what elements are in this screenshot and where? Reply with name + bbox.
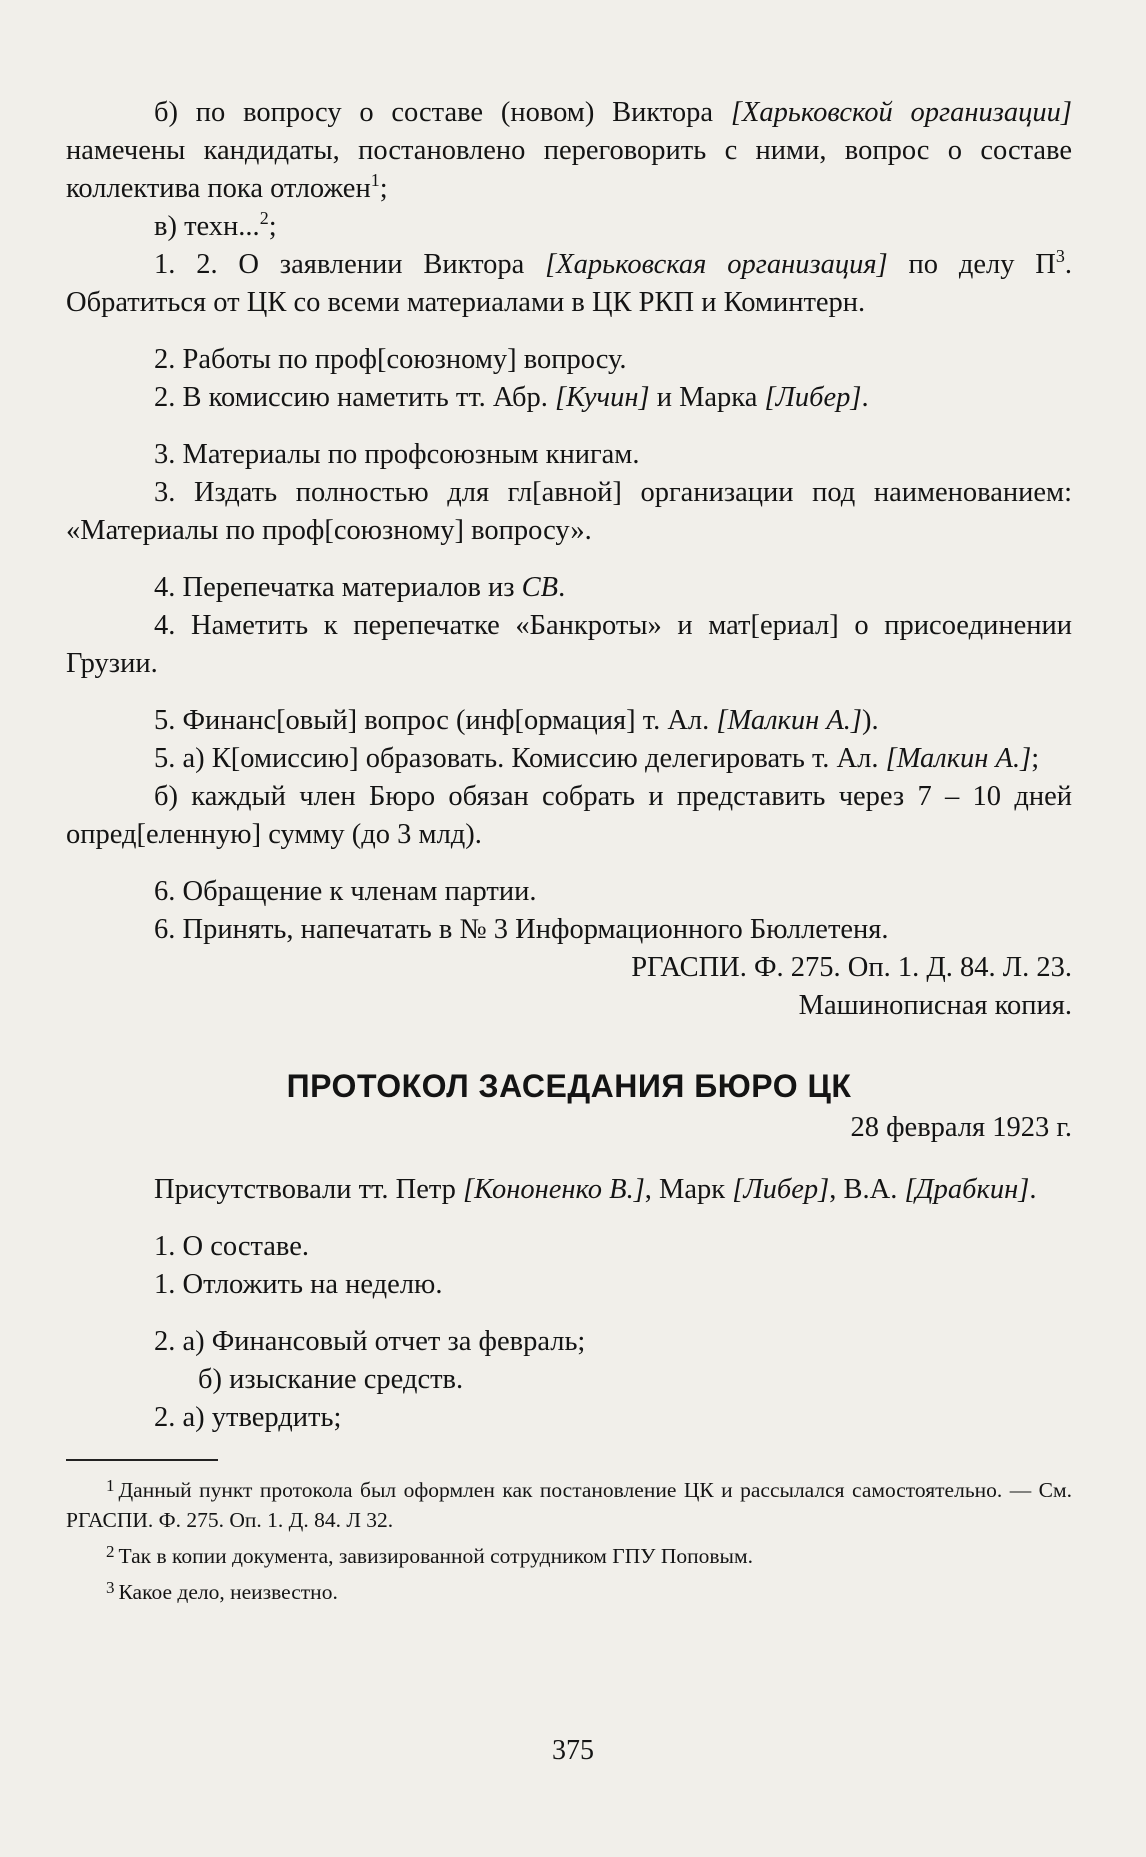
attendees — [66, 1171, 1072, 1209]
text: , Марк — [644, 1174, 733, 1205]
protocol-title: ПРОТОКОЛ ЗАСЕДАНИЯ БЮРО ЦК — [286, 1068, 852, 1104]
text: , В.А. — [829, 1174, 905, 1205]
footnote-text: Какое дело, неизвестно. — [118, 1580, 338, 1604]
text: 5. Финанс[овый] вопрос (инф[ормация] т. Ал. — [154, 705, 717, 736]
paragraph-decision-2 — [66, 379, 1072, 417]
page-body — [66, 94, 1072, 1613]
text: ; — [379, 173, 388, 204]
footnote-number: 2 — [106, 1542, 115, 1561]
text: б) по вопросу о составе (новом) Виктора — [154, 97, 731, 128]
editorial-note: [Малкин А.] — [885, 743, 1032, 774]
paragraph-item-5 — [66, 702, 1072, 740]
text: по делу П — [887, 249, 1056, 280]
protocol-item-2b: б) изыскание средств. — [198, 1364, 464, 1395]
editorial-note: [Кучин] — [555, 382, 650, 413]
footnote-2 — [66, 1541, 1072, 1571]
text: ; — [1031, 743, 1040, 774]
abbreviation: СВ — [521, 572, 559, 603]
page-number: 375 — [552, 1735, 594, 1766]
text: . Обратиться от ЦК со всеми материалами в ЦК РКП и Коминтерн. — [66, 249, 1072, 318]
footnote-text: Данный пункт протокола был оформлен как постановление ЦК и рассылался самостоятельно. — См. РГАСПИ. Ф. 275. Оп. 1. Д. 84. Л 32. — [66, 1478, 1072, 1532]
footnote-ref: 1 — [370, 170, 380, 190]
footnote-1 — [66, 1475, 1072, 1535]
text: . — [1029, 1174, 1037, 1205]
text: Присутствовали тт. Петр — [154, 1174, 464, 1205]
text: в) техн... — [154, 211, 260, 242]
text: намечены кандидаты, постановлено переговорить с ними, вопрос о составе коллектива пока отложен — [66, 135, 1072, 204]
protocol-decision-2a: 2. а) утвердить; — [154, 1402, 342, 1433]
text: 4. Перепечатка материалов из — [154, 572, 522, 603]
footnote-ref: 3 — [1055, 246, 1065, 266]
paragraph-decision-6: 6. Принять, напечатать в № 3 Информационного Бюллетеня. — [154, 914, 889, 945]
footnote-ref: 2 — [259, 208, 269, 228]
editorial-note: [Либер] — [732, 1174, 830, 1205]
editorial-note: [Драбкин] — [904, 1174, 1030, 1205]
editorial-note: [Харьковская организация] — [545, 249, 888, 280]
paragraph-decision-4: 4. Наметить к перепечатке «Банкроты» и мат[ериал] о присоединении Грузии. — [66, 610, 1072, 679]
editorial-note: [Харьковской организации] — [730, 97, 1073, 128]
paragraph-item-1b — [66, 94, 1072, 208]
copy-type: Машинописная копия. — [798, 990, 1072, 1021]
paragraph-decision-3: 3. Издать полностью для гл[авной] организации под наименованием: «Материалы по проф[союзному] вопросу». — [66, 477, 1072, 546]
editorial-note: [Либер] — [764, 382, 862, 413]
footnote-3 — [66, 1577, 1072, 1607]
paragraph-item-6: 6. Обращение к членам партии. — [154, 876, 537, 907]
paragraph-decision-5b: б) каждый член Бюро обязан собрать и представить через 7 – 10 дней опред[еленную] сумму (до 3 млд). — [66, 781, 1072, 850]
protocol-item-1: 1. О составе. — [154, 1231, 309, 1262]
text: ). — [861, 705, 879, 736]
text: 1. 2. О заявлении Виктора — [154, 249, 546, 280]
footnote-text: Так в копии документа, завизированной сотрудником ГПУ Поповым. — [118, 1544, 753, 1568]
footnote-number: 3 — [106, 1578, 115, 1597]
text: и Марка — [649, 382, 765, 413]
editorial-note: [Кононенко В.] — [463, 1174, 645, 1205]
text: 5. а) К[омиссию] образовать. Комиссию делегировать т. Ал. — [154, 743, 886, 774]
archive-reference: РГАСПИ. Ф. 275. Оп. 1. Д. 84. Л. 23. — [631, 952, 1072, 983]
text: 2. В комиссию наметить тт. Абр. — [154, 382, 556, 413]
footnote-divider — [66, 1459, 218, 1461]
paragraph-decision-5a — [66, 740, 1072, 778]
paragraph-item-1c — [66, 208, 1072, 246]
paragraph-item-3: 3. Материалы по профсоюзным книгам. — [154, 439, 640, 470]
paragraph-item-2: 2. Работы по проф[союзному] вопросу. — [154, 344, 627, 375]
protocol-decision-1: 1. Отложить на неделю. — [154, 1269, 443, 1300]
text: ; — [268, 211, 277, 242]
text: . — [558, 572, 566, 603]
editorial-note: [Малкин А.] — [716, 705, 862, 736]
text: . — [861, 382, 869, 413]
paragraph-item-4 — [66, 569, 1072, 607]
protocol-item-2a: 2. а) Финансовый отчет за февраль; — [154, 1326, 586, 1357]
protocol-date: 28 февраля 1923 г. — [850, 1112, 1072, 1143]
footnote-number: 1 — [106, 1476, 115, 1495]
paragraph-decision-1-2 — [66, 246, 1072, 322]
